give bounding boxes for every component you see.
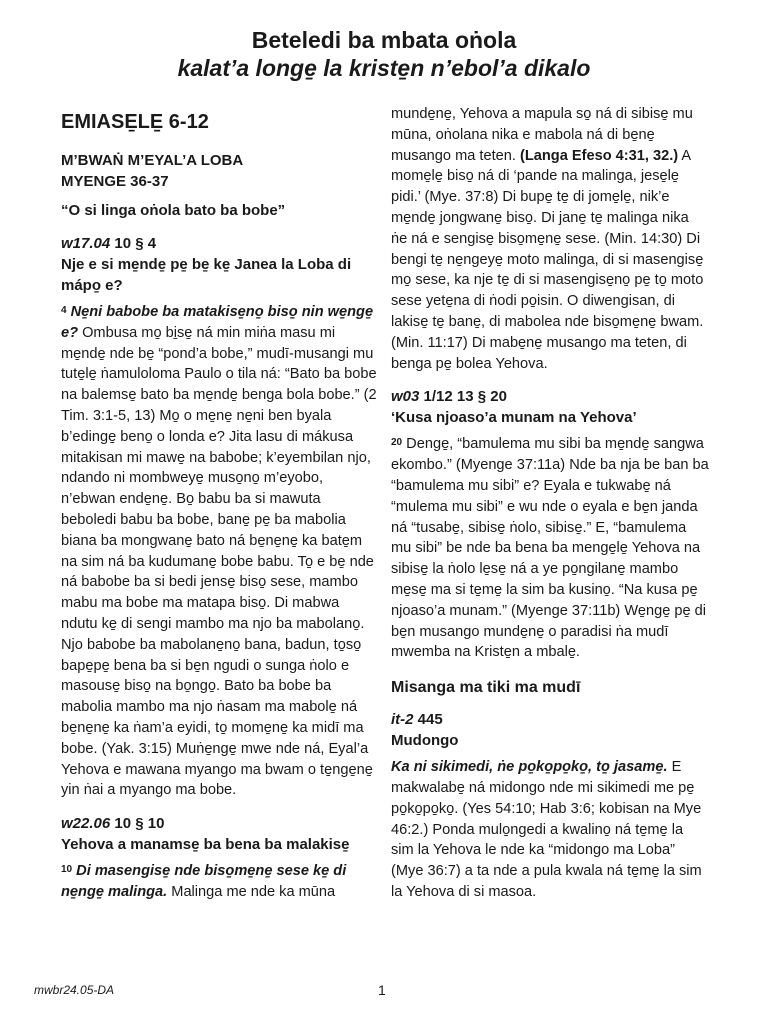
paragraph-lead: Ne̱ni babobe ba matakise̱no̱ biso̱ nin we̱nge̱ e? [61,304,374,341]
reference-pub: it-2 [391,711,414,729]
reference-pub: w03 [391,388,420,406]
reference-pub: w22.06 [61,815,111,833]
page-title: Beteledi ba mbata oṅola [251,27,517,53]
question-2: Yehova a manamse̱ ba bena ba malakise̱ [61,836,350,854]
paragraph-number: 10 [61,864,73,876]
paragraph-text: A mome̱le̱ biso̱ ná di ‘pande na malinga, jese̱le̱ pidi.’ (Mye. 37:8) Di bupe̱ te̱ di jome̱le̱, nik’e me̱nde̱ jongwane̱ biso̱. Di jane̱ te̱ malinga nika ṅe ná e sengise̱ biso̱me̱ne̱ sese. (Min. 14:30) Di bengi te̱ ne̱ngeye̱ moto malinga, di si masengise̱ mo̱ sese, ka nje te̱ di si masengise̱no̱ pe̱ to̱ moto sese yete̱na di ṅodi po̱isin. O diwengisan, di lakise̱ te̱ bane̱, di mabolea nde biso̱me̱ne̱ bwam. (Min. 11:17) Di mabe̱ne̱ musango ma teten, di benga pe̱ bolea Yehova. [391,147,704,372]
reference-pub: w17.04 [61,235,111,252]
entry-paragraph [391,757,709,903]
publication-code: mwbr24.05-DA [34,983,115,997]
page-header [0,26,768,82]
left-column [61,110,379,911]
page-subtitle: kalat’a longe̱ la kriste̱n n’ebol’a dikalo [177,55,591,81]
reference-detail: 10 § 4 [110,235,157,252]
reference-detail: 445 [413,711,443,729]
paragraph-lead: Ka ni sikimedi, ṅe po̱ko̱po̱ko̱, to̱ jasame̱. [391,759,668,776]
reference-4 [391,709,709,730]
week-heading: EMIASE̱LE̱ 6-12 [61,111,209,133]
paragraph-10-continued [391,104,709,374]
reference-detail: 10 § 10 [110,815,165,833]
reference-3 [391,386,709,407]
reference-detail: 1/12 13 § 20 [419,388,507,406]
section-chapters: MYENGE 36-37 [61,173,169,190]
paragraph-10 [61,861,379,903]
reference-1 [61,233,379,254]
question-3: ‘Kusa njoaso’a munam na Yehova’ [391,409,637,427]
paragraph-lead: Di masengise̱ nde biso̱me̱ne̱ sese ke̱ di ne̱nge̱ malinga. [61,863,347,900]
right-column [391,104,709,911]
spiritual-gems-heading: Misanga ma tiki ma mudī [391,679,581,697]
page-number: 1 [378,982,386,998]
reference-2 [61,813,379,834]
paragraph-text: Ombusa mo̱ bi̱se̱ ná min miṅa masu mi me̱nde̱ nde be̱ “pond’a bobe,” mudī-musangi mu tute̱le̱ ṅamuloloma Paulo o tila ná: “Bato ba bobe na balemse̱ bato ba me̱nde̱ benga bola bobe.” (2 Tim. 3:1-5, 13) Mo̱ o me̱ne̱ ne̱ni ben byala b’edinge̱ beno̱ o londa e? Jita lasu di mákusa mitakisan mi mawe̱ na babobe; k’eyembilan njo, ndando ni mombweye̱ muso̱no̱ m’eyobo, n’ebwan ende̱ne̱. Bo̱ babu ba si mawuta beboledi babu ba bobe, bane̱ pe̱ ba mabolia biana ba mongwane̱ bato ná be̱ne̱ne̱ ka bate̱m na sim ná ba kudumane̱ bobe babu. To̱ e be̱ nde ná babobe ba si bedi jense̱ biso̱ sese, mambo mabu ma bobe ma matapa biso̱. Di mabwa ndutu ke̱ di sengi mambo ma njo ba mabolano̱. Njo babobe ba mabolane̱no̱ bana, badun, to̱so̱ bape̱pe̱ bena ba si be̱n ngudi o sunga ṅolo e masouse̱ biso̱ na bo̱ngo̱. Bato ba bobe ba mabolia mambo ma njo ṅasam ma mabole̱ ná be̱ne̱ne̱ ka ṅam’a eyidi, to̱ mome̱ne̱ ka midī ma bobe. (Yak. 3:15) Muṅe̱nge̱ mwe nde ná, Eyal’a Yehova e mawana myango ma bwam o te̱nge̱ne̱ yin ṅai a myango ma bobe. [61,324,377,799]
paragraph-4 [61,302,379,801]
section-heading [61,150,379,192]
paragraph-number: 20 [391,437,403,449]
scripture-reference: (Langa Efeso 4:31, 32.) [520,147,679,164]
paragraph-20 [391,434,709,663]
section-title: M’BWAṄ M’EYAL’A LOBA [61,152,244,169]
theme-title: “O si linga oṅola bato ba bobe” [61,202,286,219]
entry-title: Mudongo [391,732,459,750]
paragraph-text: Malinga me nde ka mūna [167,883,336,900]
question-1: Nje e si me̱nde̱ pe̱ be̱ ke̱ Janea la Loba di mápo̱ e? [61,256,352,294]
paragraph-text: munde̱ne̱, Yehova a mapula so̱ ná di sibise̱ mu mūna, oṅolana nika e mabola ná di be̱ne̱ musango ma teten. [391,106,693,164]
paragraph-text: Denge̱, “bamulema mu sibi ba me̱nde̱ sangwa ekombo.” (Myenge 37:11a) Nde ba nja be ban ba “bamulema mu sibi” e? Eyala e tukwabe̱ ná “mulema mu sibi” e wu nde o eyala e be̱n janda ná “tusabe̱, sibise̱ ṅolo, sibise̱.” E, “bamulema mu sibi” be nde ba bena ba menge̱le̱ Yehova na sibise̱ la ṅolo le̱se̱ ná a ye po̱ngilane̱ mambo me̱se̱ ma si te̱me̱ la sim ba kusino̱. “Na kusa pe̱ njoaso’a munam.” (Myenge 37:11b) We̱nge̱ pe̱ di be̱n musango munde̱ne̱ o paradisi ṅa mudī mwemba na Kriste̱n a mbale̱. [391,436,709,661]
paragraph-number: 4 [61,305,67,316]
paragraph-text: E makwalabe̱ ná midongo nde mi sikimedi me pe̱ po̱ko̱po̱ko̱. (Yes 54:10; Hab 3:6; kobisan na Mye 46:2.) Ponda mulo̱ngedi a kwalino̱ ná te̱me̱ la sim la Yehova le nde ka “midongo ma Loba” (Mye 36:7) a ta nde a pula kwala ná te̱me̱ la sim la Yehova di si masoa. [391,759,702,900]
